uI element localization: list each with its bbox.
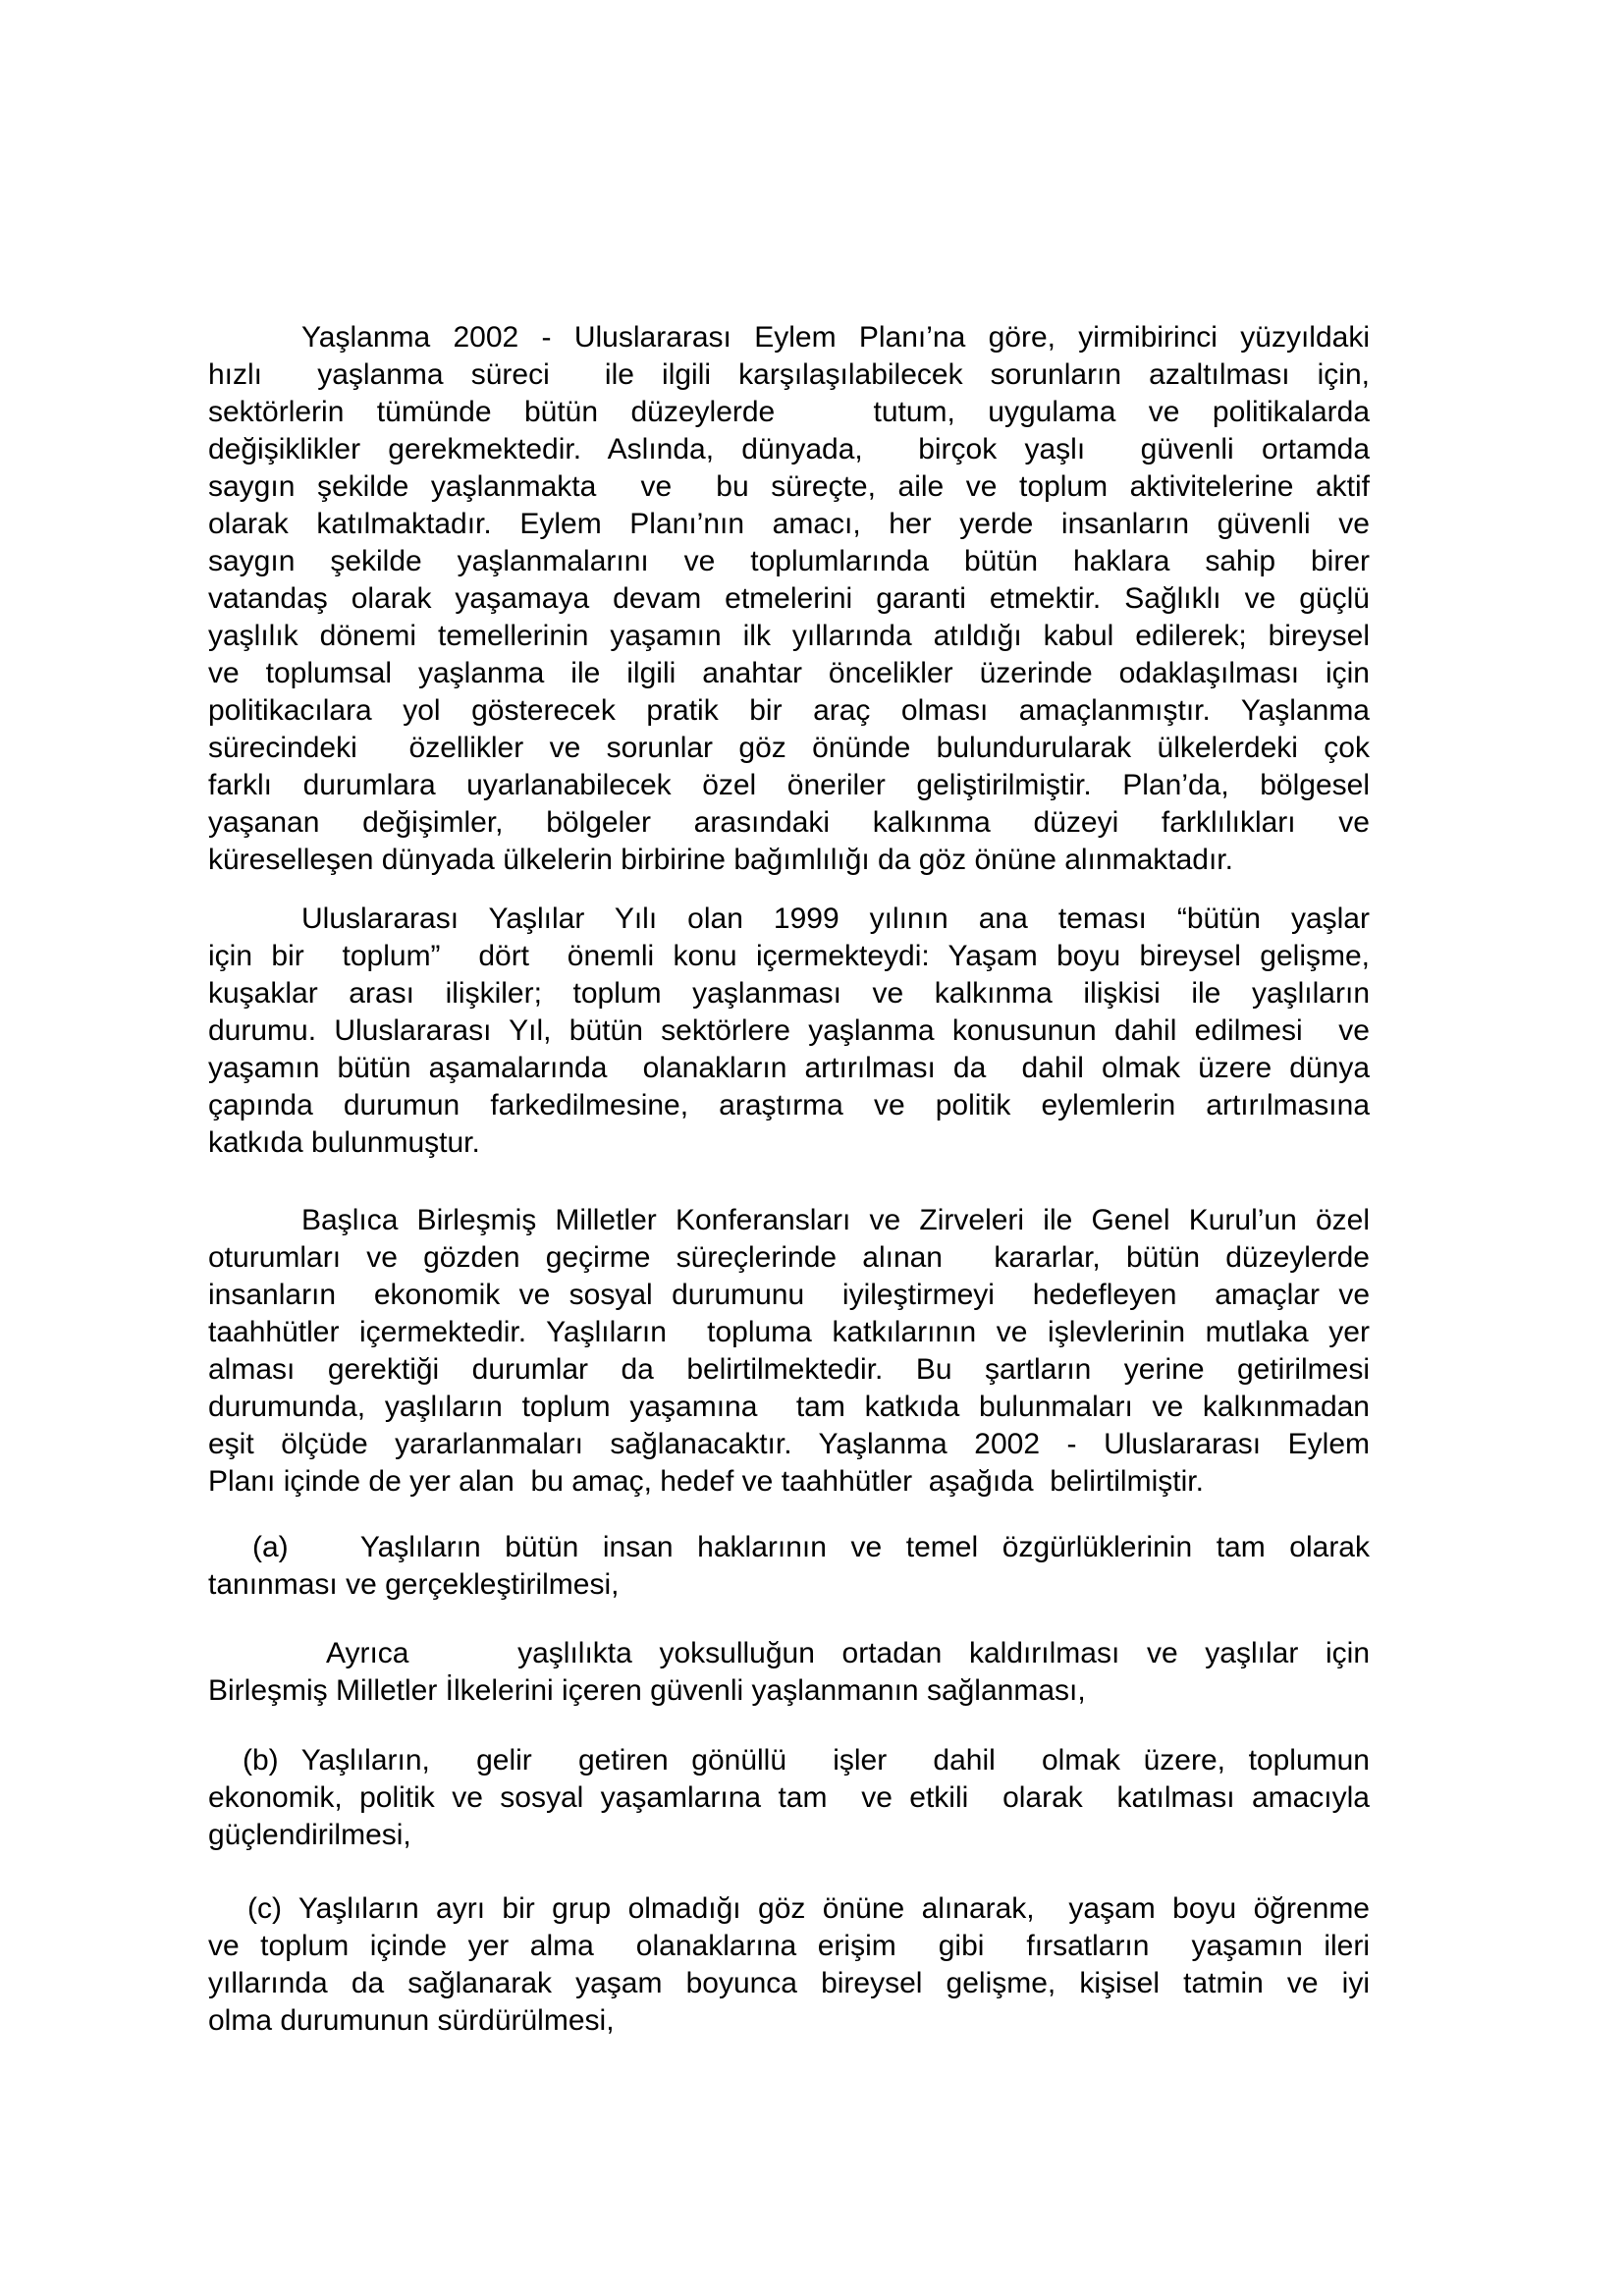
text-line: taahhütler içermektedir. Yaşlıların topluma katkılarının ve işlevlerinin mutlaka yer (208, 1316, 1370, 1348)
text-line: alması gerektiği durumlar da belirtilmektedir. Bu şartların yerine getirilmesi (208, 1353, 1370, 1386)
paragraph-item-a (208, 1529, 1370, 1604)
text-line: olma durumunun sürdürülmesi, (208, 2004, 615, 2037)
text-line: durumunda, yaşlıların toplum yaşamına tam katkıda bulunmaları ve kalkınmadan (208, 1391, 1370, 1423)
text-line: sektörlerin tümünde bütün düzeylerde tutum, uygulama ve politikalarda (208, 396, 1370, 428)
text-line: saygın şekilde yaşlanmakta ve bu süreçte, aile ve toplum aktivitelerine aktif (208, 470, 1370, 503)
text-line: durumu. Uluslararası Yıl, bütün sektörlere yaşlanma konusunun dahil edilmesi ve (208, 1014, 1370, 1047)
text-line: (c) Yaşlıların ayrı bir grup olmadığı göz önüne alınarak, yaşam boyu öğrenme (247, 1892, 1370, 1925)
text-line: insanların ekonomik ve sosyal durumunu iyileştirmeyi hedefleyen amaçlar ve (208, 1279, 1370, 1311)
text-line: Birleşmiş Milletler İlkelerini içeren güvenli yaşlanmanın sağlanması, (208, 1674, 1086, 1707)
text-line: saygın şekilde yaşlanmalarını ve toplumlarında bütün haklara sahip birer (208, 545, 1370, 577)
text-line: yaşamın bütün aşamalarında olanakların artırılması da dahil olmak üzere dünya (208, 1052, 1370, 1084)
text-line: ekonomik, politik ve sosyal yaşamlarına tam ve etkili olarak katılması amacıyla (208, 1781, 1370, 1814)
paragraph-item-b (208, 1742, 1370, 1854)
text-line: farklı durumlara uyarlanabilecek özel öneriler geliştirilmiştir. Plan’da, bölgesel (208, 769, 1370, 801)
text-line: için bir toplum” dört önemli konu içermekteydi: Yaşam boyu bireysel gelişme, (208, 940, 1370, 972)
text-line: yaşlılık dönemi temellerinin yaşamın ilk yıllarında atıldığı kabul edilerek; bireysel (208, 620, 1370, 652)
text-line: sürecindeki özellikler ve sorunlar göz önünde bulundurularak ülkelerdeki çok (208, 732, 1370, 764)
text-line: vatandaş olarak yaşamaya devam etmelerini garanti etmektir. Sağlıklı ve güçlü (208, 582, 1370, 615)
text-line: politikacılara yol gösterecek pratik bir araç olması amaçlanmıştır. Yaşlanma (208, 694, 1370, 727)
text-line: Ayrıca yaşlılıkta yoksulluğun ortadan kaldırılması ve yaşlılar için (326, 1637, 1370, 1669)
paragraph-item-c (208, 1890, 1370, 2040)
text-line: katkıda bulunmuştur. (208, 1126, 480, 1159)
paragraph-1999-year (208, 901, 1370, 1162)
text-line: eşit ölçüde yararlanmaları sağlanacaktır. Yaşlanma 2002 - Uluslararası Eylem (208, 1428, 1370, 1460)
text-line: ve toplumsal yaşlanma ile ilgili anahtar öncelikler üzerinde odaklaşılması için (208, 657, 1370, 689)
text-line: küreselleşen dünyada ülkelerin birbirine bağımlılığı da göz önüne alınmaktadır. (208, 844, 1233, 876)
text-line: tanınması ve gerçekleştirilmesi, (208, 1568, 620, 1601)
text-line: yaşanan değişimler, bölgeler arasındaki kalkınma düzeyi farklılıkları ve (208, 806, 1370, 839)
text-line: çapında durumun farkedilmesine, araştırma ve politik eylemlerin artırılmasına (208, 1089, 1370, 1121)
text-line: Başlıca Birleşmiş Milletler Konferansları ve Zirveleri ile Genel Kurul’un özel (301, 1204, 1370, 1236)
paragraph-un-conferences (208, 1202, 1370, 1501)
text-line: olarak katılmaktadır. Eylem Planı’nın amacı, her yerde insanların güvenli ve (208, 508, 1370, 540)
text-line: Yaşlanma 2002 - Uluslararası Eylem Planı’na göre, yirmibirinci yüzyıldaki (301, 321, 1370, 354)
text-line: değişiklikler gerekmektedir. Aslında, dünyada, birçok yaşlı güvenli ortamda (208, 433, 1370, 465)
text-line: Planı içinde de yer alan bu amaç, hedef ve taahhütler aşağıda belirtilmiştir. (208, 1465, 1204, 1498)
document-body-text (208, 319, 1370, 2040)
text-line: Uluslararası Yaşlılar Yılı olan 1999 yılının ana teması “bütün yaşlar (301, 902, 1370, 935)
text-line: hızlı yaşlanma süreci ile ilgili karşılaşılabilecek sorunların azaltılması için, (208, 358, 1370, 391)
text-line: oturumları ve gözden geçirme süreçlerinde alınan kararlar, bütün düzeylerde (208, 1241, 1370, 1274)
paragraph-ayrica (208, 1635, 1370, 1710)
text-line: ve toplum içinde yer alma olanaklarına erişim gibi fırsatların yaşamın ileri (208, 1930, 1370, 1962)
text-line: güçlendirilmesi, (208, 1819, 411, 1851)
text-line: (b) Yaşlıların, gelir getiren gönüllü işler dahil olmak üzere, toplumun (243, 1744, 1370, 1777)
text-line: (a) Yaşlıların bütün insan haklarının ve temel özgürlüklerinin tam olarak (252, 1531, 1370, 1563)
paragraph-intro (208, 319, 1370, 879)
text-line: kuşaklar arası ilişkiler; toplum yaşlanması ve kalkınma ilişkisi ile yaşlıların (208, 977, 1370, 1010)
text-line: yıllarında da sağlanarak yaşam boyunca bireysel gelişme, kişisel tatmin ve iyi (208, 1967, 1370, 1999)
